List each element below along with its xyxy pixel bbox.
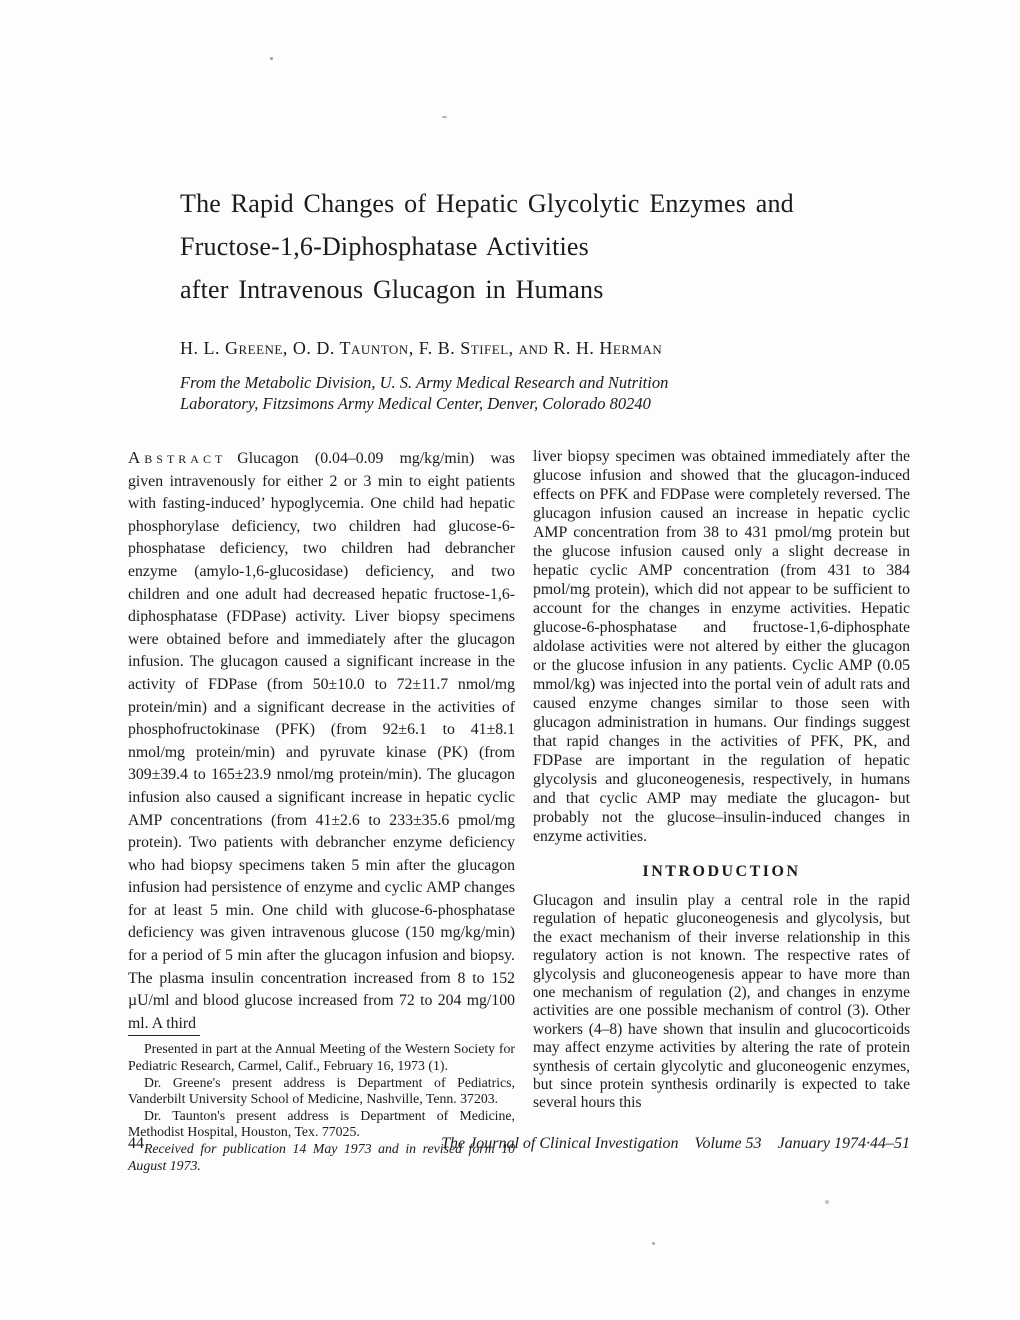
affiliation-line-1: From the Metabolic Division, U. S. Army Medical Research and Nutrition: [180, 373, 669, 392]
right-column: [533, 447, 910, 1125]
title-line-2: Fructose-1,6-Diphosphatase Activities: [180, 232, 589, 261]
introduction-heading: INTRODUCTION: [642, 863, 801, 880]
article-header: [0, 0, 1020, 414]
footnote-block: [128, 1035, 515, 1174]
article-title: [180, 182, 908, 311]
footnote-rule: [128, 1035, 200, 1036]
scan-speck: [652, 1242, 655, 1245]
footnote-taunton-address: Dr. Taunton's present address is Department of Medicine, Methodist Hospital, Houston, Tex. 77025.: [128, 1107, 515, 1140]
authors-line: H. L. Greene, O. D. Taunton, F. B. Stifel, and R. H. Herman: [180, 338, 663, 358]
title-line-3: after Intravenous Glucagon in Humans: [180, 275, 604, 304]
page-number: 44: [128, 1135, 144, 1152]
introduction-paragraph: Glucagon and insulin play a central role in the rapid regulation of hepatic gluconeogenesis and glycolysis, but the exact mechanism of their inverse relationship in this regulatory action is not known. The respective rates of glycolysis and gluconeogenesis appear to have more than one mechanism of regulation (2), and changes in enzyme activities are one possible mechanism of control (3). Other workers (4–8) have shown that insulin and glucocorticoids may affect enzyme activities by altering the rate of protein synthesis of certain glycolytic and gluconeogenic enzymes, but since protein synthesis ordinarily is expected to take several hours this: [533, 892, 910, 1112]
scan-speck: [825, 1200, 829, 1204]
abstract-paragraph-part2: liver biopsy specimen was obtained immediately after the glucose infusion and showed that the glucagon-induced effects on PFK and FDPase were completely reversed. The glucagon infusion caused an increase in hepatic cyclic AMP concentration from 38 to 431 pmol/mg protein but the glucose infusion caused only a slight decrease in hepatic cyclic AMP concentration (from 431 to 384 pmol/mg protein), which did not appear to be sufficient to account for the changes in enzyme activities. Hepatic glucose-6-phosphatase and fructose-1,6-diphosphate aldolase activities were not altered by either the glucagon or the glucose infusion in any patients. Cyclic AMP (0.05 mmol/kg) was injected into the portal vein of adult rats and caused enzyme changes similar to those seen with glucagon administration in humans. Our findings suggest that rapid changes in the activities of PFK, PK, and FDPase are important in the regulation of hepatic glycolysis and gluconeogenesis, respectively, in humans and that cyclic AMP may mediate the glucagon- but probably not the glucose–insulin-induced changes in enzyme activities.: [533, 448, 910, 845]
journal-citation: [441, 1135, 910, 1153]
affiliation-line-2: Laboratory, Fitzsimons Army Medical Center, Denver, Colorado 80240: [180, 394, 651, 413]
journal-issue-pages: January 1974·44–51: [777, 1135, 910, 1152]
footnote-received: Received for publication 14 May 1973 and in revised form 10 August 1973.: [128, 1141, 515, 1173]
abstract-label: Abstract: [128, 448, 227, 467]
footnote-greene-address: Dr. Greene's present address is Department of Pediatrics, Vanderbilt University School of Medicine, Nashville, Tenn. 37203.: [128, 1074, 515, 1107]
scan-speck: [442, 116, 447, 118]
abstract-text-column1: Glucagon (0.04–0.09 mg/kg/min) was given intravenously for either 2 or 3 min to eight patients with fasting-induced’ hypoglycemia. One child had hepatic phosphorylase deficiency, two children had glucose-6-phosphatase deficiency, two children had debrancher enzyme (amylo-1,6-glucosidase) deficiency, and two children and one adult had decreased hepatic fructose-1,6-diphosphatase (FDPase) activity. Liver biopsy specimens were obtained before and immediately after the glucagon infusion. The glucagon caused a significant increase in the activity of FDPase (from 50±10.0 to 72±11.7 nmol/mg protein/min) and a significant decrease in the activities of phosphofructokinase (PFK) (from 92±6.1 to 41±8.1 nmol/mg protein/min) and pyruvate kinase (PK) (from 309±39.4 to 165±23.9 nmol/mg protein/min). The glucagon infusion also caused a significant increase in hepatic cyclic AMP concentrations (from 41±2.6 to 233±35.6 pmol/mg protein). Two patients with debrancher enzyme deficiency who had biopsy specimens taken 5 min after the glucagon infusion had persistence of enzyme and cyclic AMP changes for at least 5 min. One child with glucose-6-phosphatase deficiency was given intravenous glucose (150 mg/kg/min) for a period of 5 min after the glucagon infusion and biopsy. The plasma insulin concentration increased from 8 to 152 µU/ml and blood glucose increased from 72 to 204 mg/100 ml. A third: [128, 450, 515, 1032]
affiliation: [180, 372, 908, 414]
title-line-1: The Rapid Changes of Hepatic Glycolytic Enzymes and: [180, 189, 794, 218]
scan-speck: [270, 57, 273, 60]
abstract-paragraph-part1: [128, 447, 515, 1035]
journal-name: The Journal of Clinical Investigation: [441, 1135, 679, 1152]
journal-volume: Volume 53: [694, 1135, 762, 1152]
footnote-presented: Presented in part at the Annual Meeting of the Western Society for Pediatric Research, Carmel, Calif., February 16, 1973 (1).: [128, 1041, 515, 1074]
